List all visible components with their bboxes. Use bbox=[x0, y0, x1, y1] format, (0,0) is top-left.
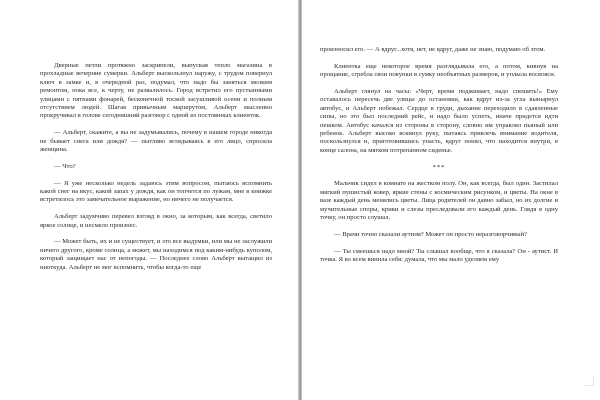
paragraph: — Врачи точно сказали аутизм? Может он просто неразговорчивый? bbox=[334, 230, 528, 238]
paragraph: произносил его. — А вдруг...хотя, нет, не вдруг, даже не знаю, подумаю об этом. bbox=[320, 46, 546, 53]
paragraph: — Я уже несколько недель задаюсь этим вопросом, пытаюсь вспомнить какой снег на вкус, какой запах у дождя, как он топчется по лужам, мне в книжке встретилось это замечательное выражение, но ничего не получается. bbox=[40, 179, 272, 204]
paragraph: — Может быть, их и не существует, и это все выдумки, или мы не заслужили ничего другого, кроме солнца, а может, мы находимся под каким-нибудь куполом, который защищает нас от непогоды. — Последнее слово Альберт вытащил из ниоткуда. Альберт не мог вспомнить, чтобы когда-то еще bbox=[40, 238, 272, 271]
paragraph: — Ты смеешься надо мной? Ты слышал вообще, что я сказала? Он - аутист. И точка. Я во всем винила себя: думала, что мы мало уделяем ему bbox=[320, 247, 558, 264]
page-curl-corner bbox=[585, 377, 594, 386]
paragraph: Мальчик сидел в комнате на жестком полу. Он, как всегда, был один. Застилал мягкий пушистый ковер, яркие стены с космическим рисунком, и цветы. На окне в вазе каждый день менялись цветы. Лица родителей он давно забыл, но их долгие и мучительные споры, крики и слезы преследовали его каждый день. Глядя в одну точку, он просто слушал. bbox=[320, 180, 558, 222]
right-page bbox=[302, 0, 600, 400]
left-page-text bbox=[40, 62, 272, 280]
paragraph: Альберт глянул на часы: «Черт, время поджимает, надо спешить!» Ему оставалось пересечь две улицы до остановки, как вдруг из-за угла вынырнул автобус, и Альберт побежал. Сердце в груди, дыхание переходило в сдавленные сипы, но это был последний рейс, и надо было успеть, иначе придется идти пешком. Автобус качался из стороны в сторону, словно им управлял пьяный или ребенок. Альберт высоко вскинул руку, пытаясь привлечь внимание водителя, поскользнулся и, приготовившись упасть, вдруг понял, что находится внутри, в конце салона, на мягком потрепанном сиденье. bbox=[320, 88, 558, 154]
section-separator: *** bbox=[432, 163, 446, 171]
paragraph: Дверные петли протяжно заскрипели, выпуская тепло магазина в прохладные вечерние сумерки. Альберт выскользнул наружу, с трудом повернул ключ в замке и, в очередной раз, подумал, что надо бы заняться мелким ремонтом, пока все, к черту, не развалилось. Город встретил его пустынными улицами с пятнами фонарей, бесконечной тоской засушливой осени и полным отсутствием людей. Шагая привычным маршрутом, Альберт мысленно прокручивал в голове сегодняшний разговор с одной из постоянных клиенток. bbox=[40, 62, 272, 120]
paragraph: Клиентка еще некоторое время разглядывала его, а потом, кивнув на прощание, сгребла свои покупки в сумку необъятных размеров, и уплыла восвояси. bbox=[320, 62, 558, 79]
right-page-text bbox=[320, 46, 558, 273]
paragraph: — Что? bbox=[54, 162, 76, 170]
paragraph: Альберт задумчиво перевел взгляд в окно, за которым, как всегда, светило яркое солнце, и несмело произнес. bbox=[40, 213, 272, 229]
left-page bbox=[0, 0, 298, 400]
paragraph: — Альберт, скажите, а вы не задумывались, почему в нашем городе никогда не бывает снега или дождя? — пытливо вглядываясь в его лицо, спросила женщина. bbox=[40, 129, 272, 154]
